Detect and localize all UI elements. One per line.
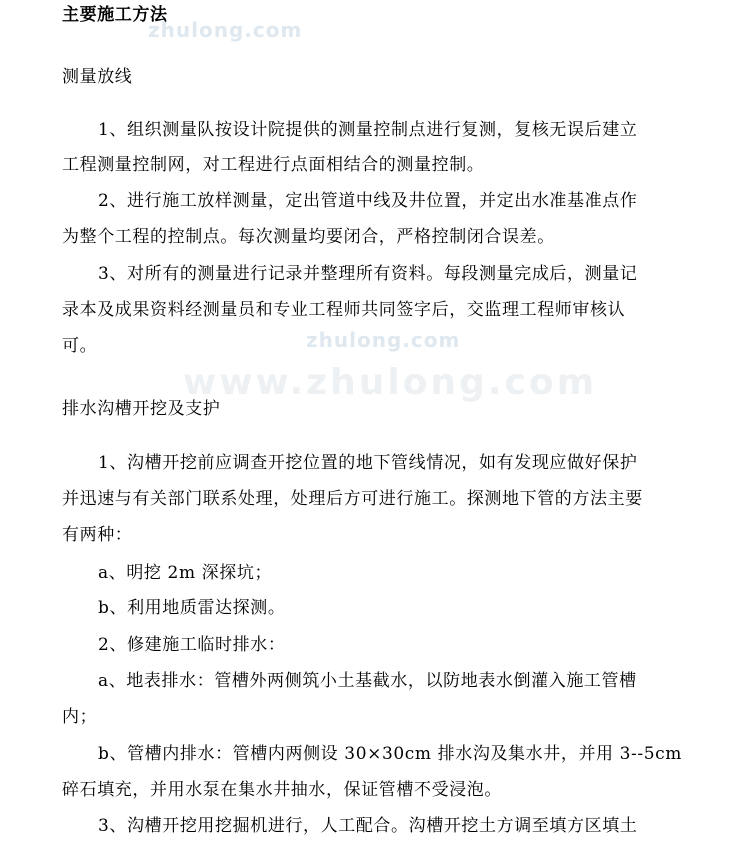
paragraph-line: a、地表排水：管槽外两侧筑小土基截水，以防地表水倒灌入施工管槽 bbox=[98, 671, 637, 691]
paragraph-line: b、管槽内排水：管槽内两侧设 30×30cm 排水沟及集水井，并用 3--5cm bbox=[98, 744, 683, 764]
watermark-logo: zhulong.com bbox=[148, 18, 303, 42]
paragraph-line: 有两种： bbox=[62, 525, 133, 545]
paragraph-line: 并迅速与有关部门联系处理，处理后方可进行施工。探测地下管的方法主要 bbox=[62, 489, 643, 509]
paragraph-line: 为整个工程的控制点。每次测量均要闭合，严格控制闭合误差。 bbox=[62, 227, 555, 247]
list-item: 2、修建施工临时排水： bbox=[98, 635, 286, 655]
watermark-logo: zhulong.com bbox=[306, 328, 461, 352]
paragraph-line: 3、对所有的测量进行记录并整理所有资料。每段测量完成后，测量记 bbox=[98, 264, 638, 284]
paragraph-line: 3、沟槽开挖用挖掘机进行，人工配合。沟槽开挖土方调至填方区填土 bbox=[98, 816, 638, 836]
list-item: b、利用地质雷达探测。 bbox=[98, 598, 286, 618]
watermark-url: www.zhulong.com bbox=[183, 362, 598, 403]
paragraph-line: 1、沟槽开挖前应调查开挖位置的地下管线情况，如有发现应做好保护 bbox=[98, 453, 638, 473]
paragraph-line: 工程测量控制网，对工程进行点面相结合的测量控制。 bbox=[62, 155, 485, 175]
paragraph-line: 可。 bbox=[62, 336, 98, 356]
document-title: 主要施工方法 bbox=[62, 5, 168, 25]
paragraph-line: 1、组织测量队按设计院提供的测量控制点进行复测，复核无误后建立 bbox=[98, 120, 638, 140]
paragraph-line: 碎石填充，并用水泵在集水井抽水，保证管槽不受浸泡。 bbox=[62, 780, 502, 800]
section-heading-survey: 测量放线 bbox=[62, 67, 133, 87]
paragraph-line: 2、进行施工放样测量，定出管道中线及井位置，并定出水准基准点作 bbox=[98, 191, 638, 211]
paragraph-line: 内； bbox=[62, 707, 98, 727]
list-item: a、明挖 2m 深探坑； bbox=[98, 563, 273, 583]
paragraph-line: 录本及成果资料经测量员和专业工程师共同签字后，交监理工程师审核认 bbox=[62, 300, 626, 320]
section-heading-trench: 排水沟槽开挖及支护 bbox=[62, 399, 221, 419]
